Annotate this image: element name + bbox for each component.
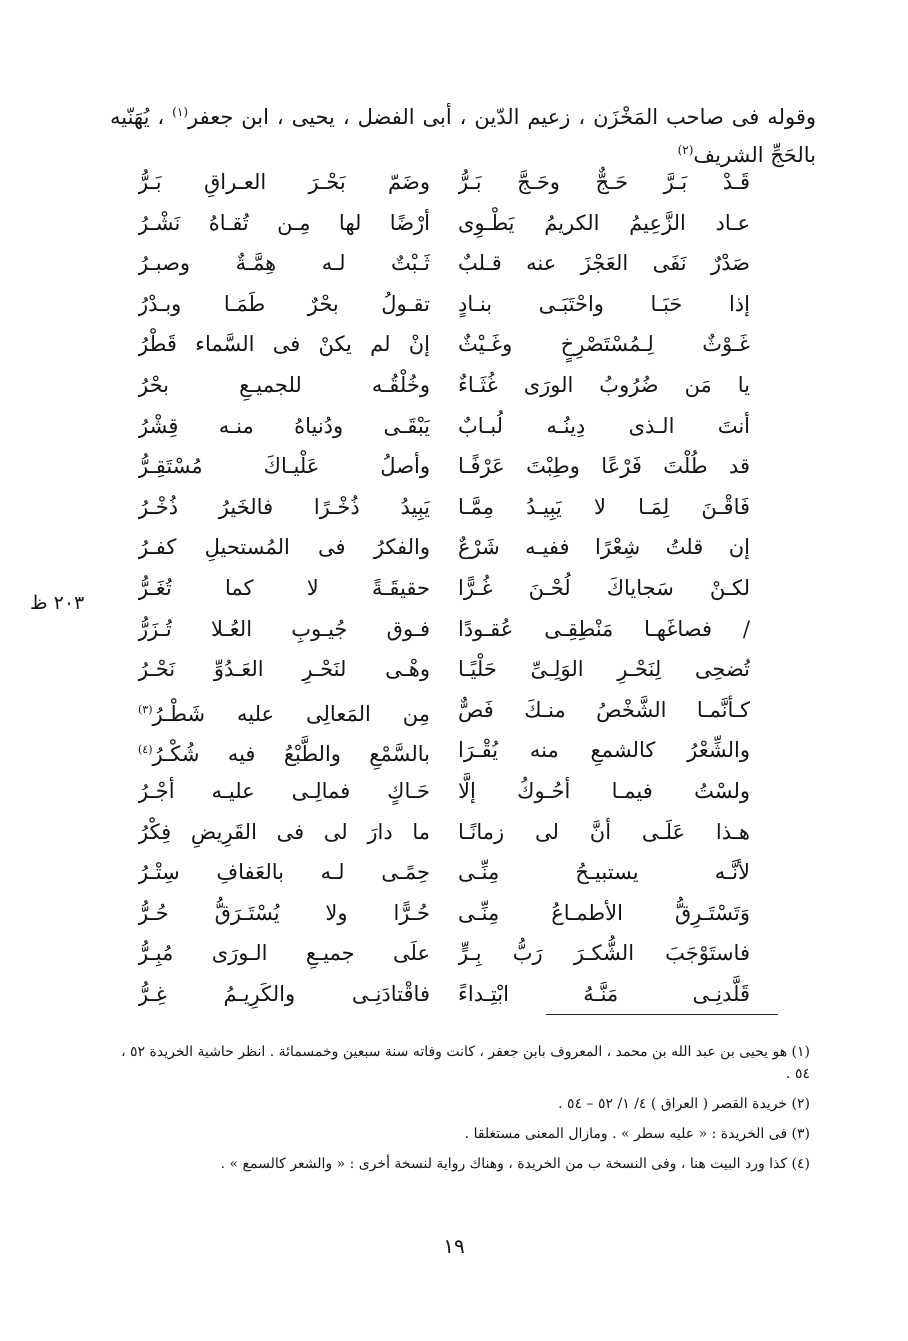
first-hemistich: أنتَ الـذى دِينُـه لُبـابٌ <box>458 413 750 438</box>
first-hemistich: والشِّعْرُ كالشمعِ منه يُقْـرَا <box>458 738 750 763</box>
footnote-separator <box>546 1014 778 1015</box>
footnote-marker: (٢) <box>677 143 694 157</box>
second-hemistich <box>138 852 430 893</box>
second-hemistich-text: وضَمّ بَحْـرَ العـراقِ بَـرُّ <box>138 170 430 194</box>
first-hemistich: فاستَوْجَبَ الشُّكـرَ رَبُّ بِـرٍّ <box>458 941 750 966</box>
second-hemistich-text: وهْـى لنَحْـرِ العَـدُوِّ نَحْـرُ <box>138 657 430 682</box>
verse-line <box>138 649 750 690</box>
second-hemistich-text: وخُلْقُـه للجميـعِ بحْرُ <box>138 372 430 397</box>
second-hemistich-text: علَى جميـعِ الـورَى مُبِـرُّ <box>138 941 430 966</box>
second-hemistich-text: حَـاكٍ فمالِـى عليـه أجْـرُ <box>138 778 430 803</box>
first-hemistich: صَدْرٌ نَفَى العَجْزَ عنه قـلبٌ <box>458 251 750 276</box>
verse-line <box>138 243 750 284</box>
second-hemistich <box>138 974 430 1015</box>
second-hemistich <box>138 730 430 771</box>
second-hemistich-text: تقـولُ بحْرٌ طَمَـا وبـدْرُ <box>138 291 430 316</box>
second-hemistich-text: يَبْقَـى ودُنياهُ منـه قِشْرُ <box>138 413 430 438</box>
poem <box>138 162 750 1014</box>
second-hemistich <box>138 812 430 853</box>
first-hemistich: هـذا عَلَـى أنَّ لى زمانًـا <box>458 819 750 844</box>
verse-line <box>138 365 750 406</box>
second-hemistich <box>138 243 430 284</box>
footnote-item: (١) هو يحيى بن عبد الله بن محمد ، المعروف بابن جعفر ، كانت وفاته سنة سبعين وخمسمائة . انظر حاشية الخريدة ٥٢ ، ٥٤ . <box>121 1044 810 1082</box>
second-hemistich <box>138 203 430 244</box>
verse-line <box>138 690 750 731</box>
footnote-marker: (٤) <box>138 743 153 757</box>
verse-line <box>138 487 750 528</box>
second-hemistich <box>138 893 430 934</box>
intro-text: وقوله فى صاحب المَخْزَن ، زعيم الدّين ، أبى الفضل ، يحيى ، ابن جعفر <box>188 105 816 129</box>
footnote-marker: (٣) <box>138 702 153 716</box>
second-hemistich-text: أرْضًا لها مِـن تُقـاهُ نَشْـرُ <box>138 210 430 235</box>
second-hemistich-text: حُـرًّا ولا يُسْتَـرَقُّ حُـرُّ <box>138 900 430 925</box>
second-hemistich-text: ثَـبْتٌ لـه هِمَّـةٌ وصبـرُ <box>138 251 430 276</box>
first-hemistich: غَـوْثٌ لِـمُسْتَصْرِخٍ وغَـيْثٌ <box>458 332 750 357</box>
footnote-item: (٢) خريدة القصر ( العراق ) ٤/ ١/ ٥٢ – ٥٤ . <box>558 1096 810 1112</box>
footnote-item: (٣) فى الخريدة : « عليه سطر » . ومازال المعنى مستغلقا . <box>464 1126 810 1142</box>
second-hemistich <box>138 609 430 650</box>
verse-line <box>138 324 750 365</box>
first-hemistich: قَـدْ بَـرَّ حَـجٌّ وحَـجَّ بَـرُّ <box>458 170 750 194</box>
intro-continuation: ، يُهَنّيه بالحَجِّ الشريف <box>110 105 816 167</box>
second-hemistich-text: حقيقَـةً لا كما تُغَـرُّ <box>138 575 430 600</box>
second-hemistich-text: ما دارَ لى فى القَرِيضِ فِكْرُ <box>138 819 430 844</box>
verse-line <box>138 406 750 447</box>
verse-line <box>138 203 750 244</box>
second-hemistich-text: حِمًـى لـه بالعَفافِ سِتْـرُ <box>138 860 430 885</box>
first-hemistich: ولسْتُ فيمـا أحُـوكُ إلَّا <box>458 778 750 803</box>
second-hemistich-text: فـوق جُيـوبِ العُـلا تُـزَرُّ <box>138 616 430 641</box>
first-hemistich: لأنَّـه يستبيـحُ مِنِّـى <box>458 860 750 885</box>
first-hemistich: قد طُلْتَ فَرْعًا وطِبْتَ عَرْفًـا <box>458 454 750 479</box>
second-hemistich-text: والفكرُ فى المُستحيلِ كفـرُ <box>138 535 430 560</box>
first-hemistich: فَاقْـنَ لِمَـا لا يَبِيـدُ مِمَّـا <box>458 494 750 519</box>
second-hemistich <box>138 365 430 406</box>
second-hemistich <box>138 690 430 731</box>
first-hemistich: إن قلتُ شِعْرًا ففيـه شَرْعٌ <box>458 535 750 560</box>
second-hemistich <box>138 446 430 487</box>
second-hemistich-text: فاقْتادَنِـى والكَرِيـمُ غِـرُّ <box>138 981 430 1006</box>
verse-line <box>138 162 750 203</box>
second-hemistich-text: يَبِيدُ ذُخْـرًا فالخَيرُ ذُخْـرُ <box>138 494 430 519</box>
footnote-item: (٤) كذا ورد البيت هنا ، وفى النسخة ب من الخريدة ، وهناك رواية لنسخة أخرى : « والشعر كالسمع » . <box>220 1156 810 1172</box>
second-hemistich-text: بالسَّمْعِ والطَّبْعُ فيه شُكْـرُ <box>152 742 430 767</box>
poem-introduction <box>110 96 816 172</box>
footnote-marker: (١) <box>172 105 188 119</box>
first-hemistich: لكـنْ سَجاياكَ لُحْـنَ غُـرًّا <box>458 575 750 600</box>
second-hemistich-text: وأصلُ عَلْيـاكَ مُسْتَقِـرُّ <box>138 454 430 479</box>
first-hemistich: وَتَسْتَـرِقُّ الأطمـاعُ مِنِّـى <box>458 900 750 925</box>
verse-line <box>138 527 750 568</box>
first-hemistich: إذا حَبَـا واحْتَبَـى بنـادٍ <box>458 291 750 316</box>
second-hemistich <box>138 649 430 690</box>
verse-line <box>138 771 750 812</box>
first-hemistich: / فصاغَهـا مَنْطِقِـى عُقـودًا <box>458 616 750 641</box>
second-hemistich <box>138 568 430 609</box>
verse-line <box>138 609 750 650</box>
second-hemistich <box>138 324 430 365</box>
second-hemistich <box>138 487 430 528</box>
verse-line <box>138 568 750 609</box>
verse-line <box>138 812 750 853</box>
verse-line <box>138 974 750 1015</box>
second-hemistich-text: مِن المَعالِى عليه شَطْـرُ <box>152 701 430 726</box>
verse-line <box>138 284 750 325</box>
verse-line <box>138 446 750 487</box>
verse-line <box>138 730 750 771</box>
second-hemistich <box>138 933 430 974</box>
first-hemistich: تُضحِى لِنَحْـرِ الوَلِـىِّ حَلْيًـا <box>458 657 750 682</box>
second-hemistich <box>138 527 430 568</box>
page-number: ١٩ <box>443 1234 465 1258</box>
second-hemistich <box>138 284 430 325</box>
second-hemistich <box>138 406 430 447</box>
verse-line <box>138 893 750 934</box>
verse-line <box>138 933 750 974</box>
footnotes <box>110 1041 810 1183</box>
manuscript-folio-note: ٢٠٣ ظ <box>30 592 85 614</box>
first-hemistich: قَلَّدنِـى مَنَّـهُ ابْتِـداءً <box>458 981 750 1006</box>
second-hemistich-text: إنْ لم يكنْ فى السَّماء قَطْرُ <box>138 332 430 357</box>
verse-line <box>138 852 750 893</box>
first-hemistich: يا مَن ضُرُوبُ الورَى غُثَـاءٌ <box>458 372 750 397</box>
second-hemistich <box>138 162 430 203</box>
second-hemistich <box>138 771 430 812</box>
first-hemistich: عـاد الزَّعِيمُ الكريمُ يَطْـوِى <box>458 210 750 235</box>
first-hemistich: كـأنَّمـا الشَّخْصُ منـكَ فَصٌّ <box>458 697 750 722</box>
